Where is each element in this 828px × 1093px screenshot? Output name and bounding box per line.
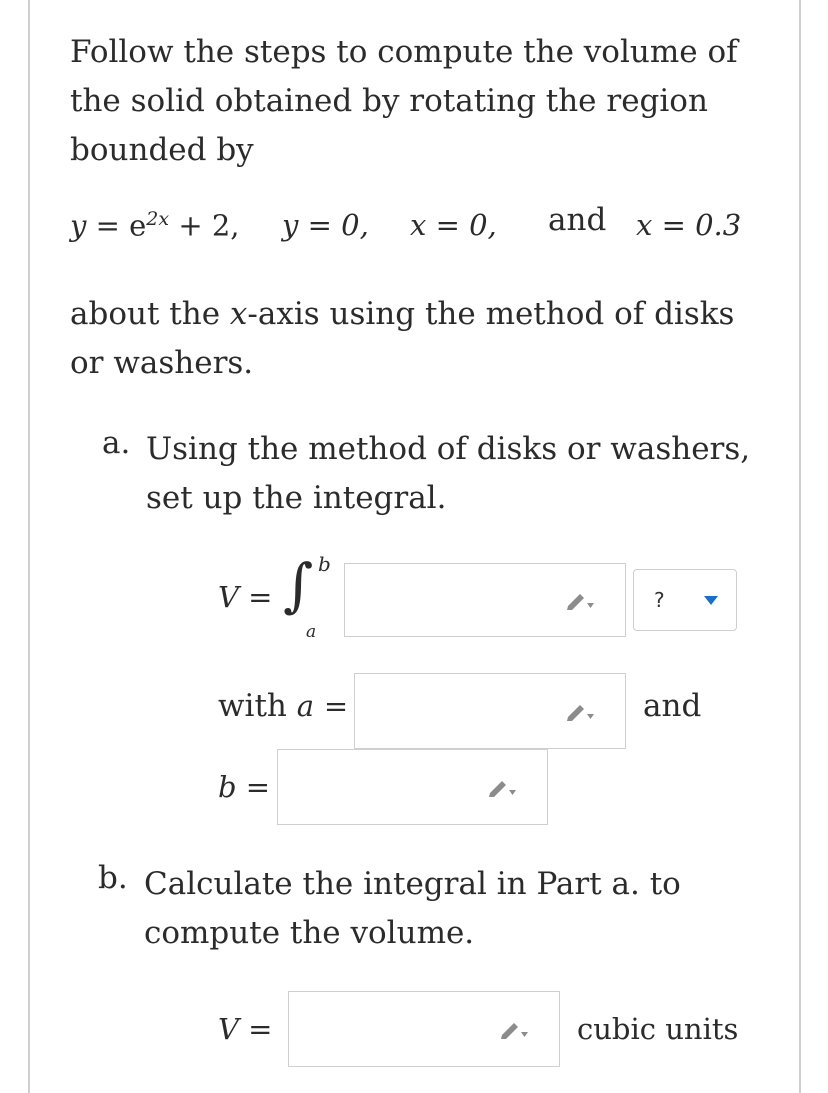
with-word: with (218, 688, 287, 724)
problem-tail (70, 290, 750, 388)
pencil-dropdown-icon[interactable] (565, 700, 595, 722)
integral-v-label: V = (218, 580, 273, 614)
eq-1 (70, 208, 240, 243)
pencil-dropdown-icon[interactable] (565, 589, 595, 611)
integral-variable-dropdown[interactable] (633, 569, 737, 631)
pencil-dropdown-icon[interactable] (499, 1018, 529, 1040)
eq1-rhs: + 2, (178, 208, 240, 243)
integral-upper-limit: b (318, 552, 331, 576)
tail-var: x (229, 296, 248, 332)
eq1-lhs: y (70, 208, 87, 243)
eq1-eq: = e (95, 208, 147, 243)
eq1-exponent: 2x (146, 208, 170, 230)
tail-post: -axis using the method of disks or washers. (70, 296, 735, 381)
pencil-dropdown-icon[interactable] (487, 776, 517, 798)
with-a-label (218, 688, 348, 724)
upper-limit-input[interactable] (277, 749, 548, 825)
eq-4: x = 0.3 (636, 208, 742, 242)
integral-sign: ∫ (283, 551, 314, 619)
eq-3: x = 0, (410, 208, 497, 242)
a-var: a (296, 689, 315, 723)
integral-lower-limit: a (306, 622, 317, 642)
volume-input[interactable] (288, 991, 560, 1067)
dropdown-value: ? (654, 588, 665, 612)
volume-v-label: V = (218, 1012, 273, 1046)
part-b-letter: b. (98, 860, 128, 896)
triangle-down-icon (704, 596, 718, 605)
part-a-text: Using the method of disks or washers, set up the integral. (146, 431, 751, 516)
integrand-input[interactable] (344, 563, 626, 637)
equations-row (70, 202, 770, 258)
units-label: cubic units (577, 1012, 739, 1046)
eq-and: and (548, 202, 607, 238)
panel-left-border (28, 0, 30, 1093)
a-eq-sign: = (323, 689, 349, 723)
lower-limit-input[interactable] (354, 673, 626, 749)
tail-pre: about the (70, 296, 230, 332)
part-b-text: Calculate the integral in Part a. to compute the volume. (144, 866, 681, 951)
part-a-letter: a. (102, 425, 131, 461)
and-label: and (643, 688, 702, 724)
b-label: b = (218, 770, 271, 804)
problem-intro: Follow the steps to compute the volume of the solid obtained by rotating the region bounded by (70, 34, 738, 168)
panel-right-border (799, 0, 801, 1093)
eq-2: y = 0, (282, 208, 369, 242)
